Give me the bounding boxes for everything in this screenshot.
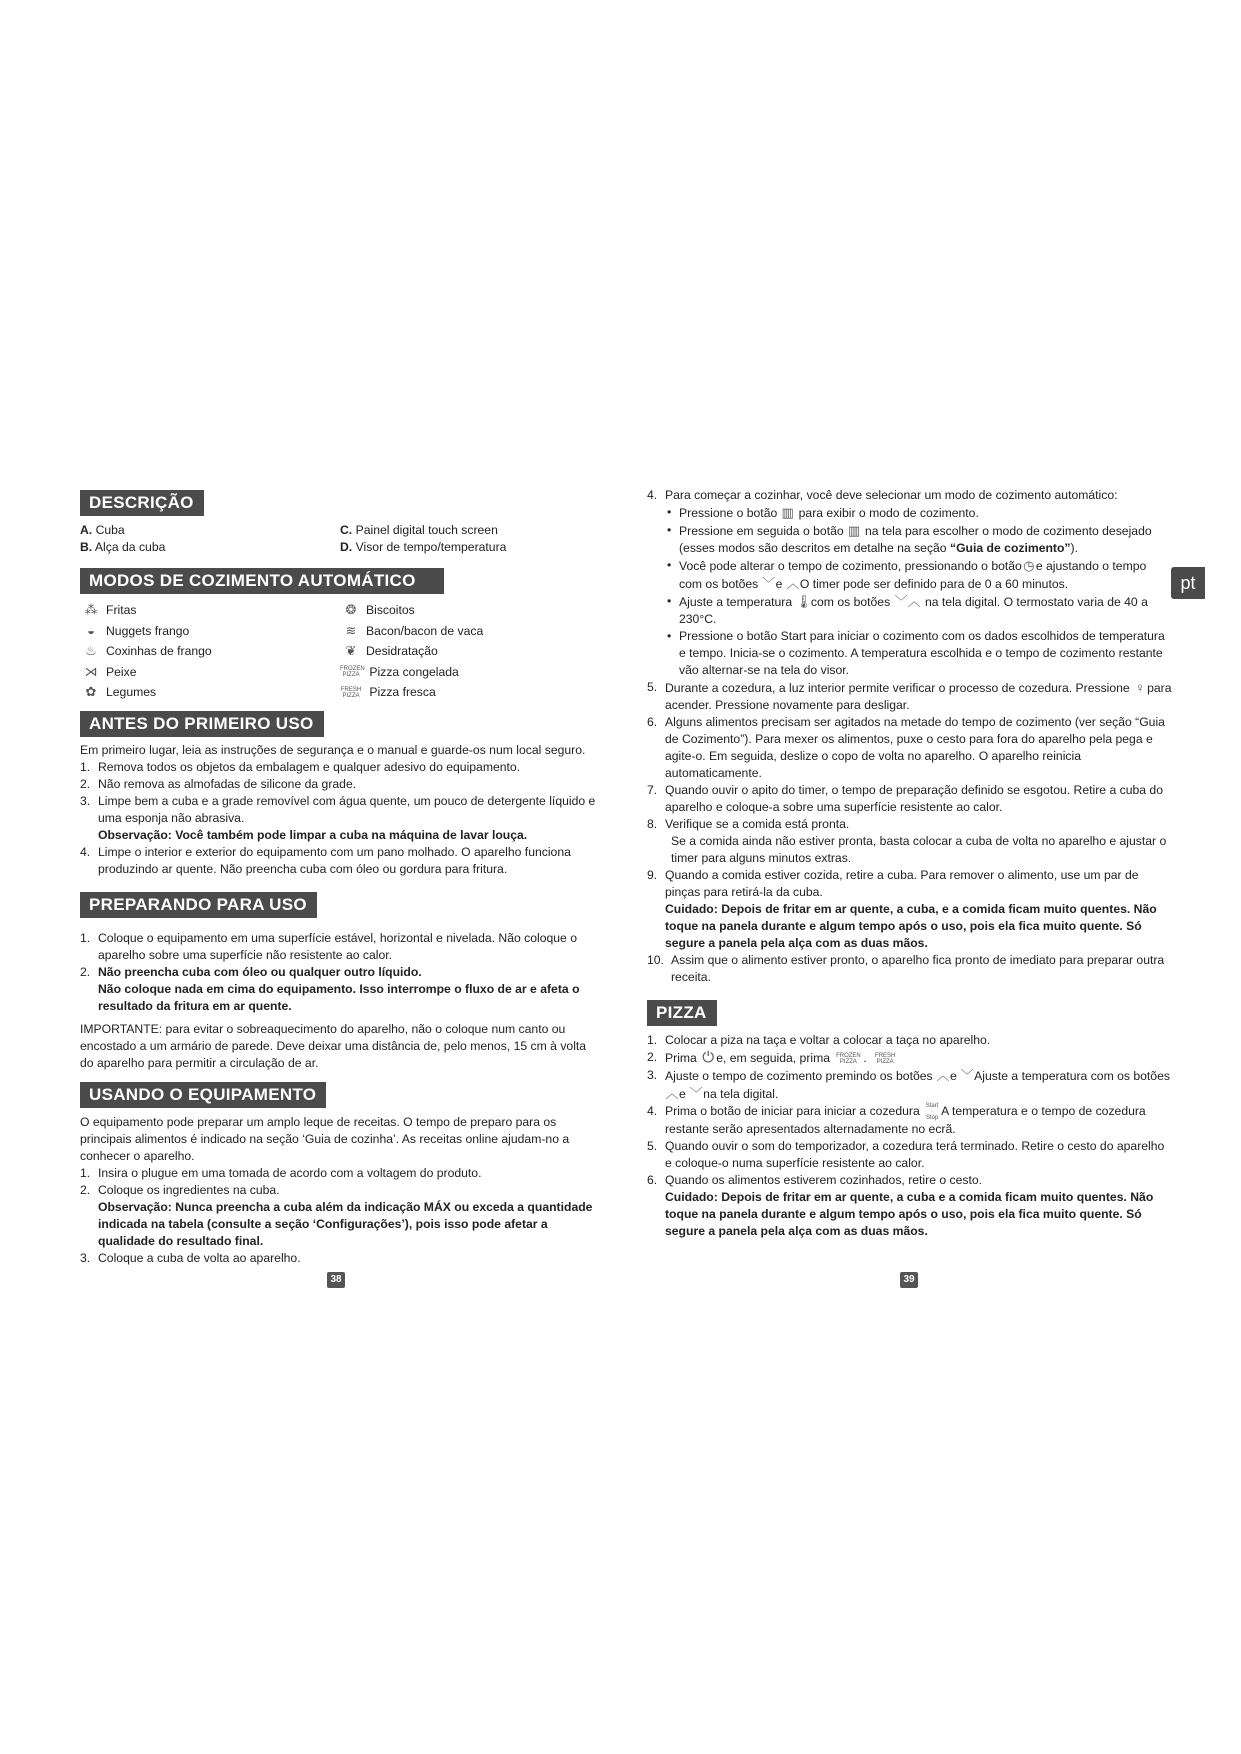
bullet-item: • Ajuste a temperatura 🌡 com os botões ﹀︿ na tela digital. O termostato varia de 40 a 230°C. bbox=[679, 593, 1172, 628]
list-item: 5. Durante a cozedura, a luz interior permite verificar o processo de cozedura. Pressione ♀ para acender. Pressione novamente para desligar. bbox=[647, 680, 1172, 712]
up-arrow-icon: ︿ bbox=[786, 576, 800, 591]
list-item bbox=[80, 1250, 600, 1267]
item-text: Limpe bem a cuba e a grade removível com água quente, um pouco de detergente líquido e uma esponja não abrasiva. bbox=[98, 793, 596, 825]
fries-icon: ⁂ bbox=[84, 602, 98, 617]
usando-intro: O equipamento pode preparar um amplo leque de receitas. O tempo de preparo para os principais alimentos é indicado na seção ‘Guia de cozinha’. As receitas online ajudam-no a conhecer o aparelho. bbox=[80, 1114, 570, 1163]
list-item bbox=[80, 1182, 600, 1250]
start-stop-icon: Start · Stop bbox=[925, 1103, 939, 1121]
list-item: 8. Verifique se a comida está pronta. Se a comida ainda não estiver pronta, basta colocar a cuba de volta no aparelho e ajustar o timer para alguns minutos extras. bbox=[647, 817, 1167, 865]
antes-intro: Em primeiro lugar, leia as instruções de segurança e o manual e guarde-os num local seguro. bbox=[80, 742, 586, 757]
item-text: Coloque o equipamento em uma superfície estável, horizontal e nivelada. Não coloque o aparelho sobre uma superfície não resistente ao calor. bbox=[98, 930, 577, 962]
item-number: 2. bbox=[80, 1182, 91, 1197]
mode-label: Bacon/bacon de vaca bbox=[366, 623, 484, 638]
item-letter: B. bbox=[80, 540, 93, 554]
mode-label: Pizza congelada bbox=[369, 664, 459, 679]
temp-arrows-icon: ﹀︿ bbox=[894, 594, 921, 609]
list-item: 2. Prima ⏻ e, em seguida, prima FROZEN PIZZA . FRESH PIZZA bbox=[647, 1049, 1172, 1067]
section-title-pizza: PIZZA bbox=[647, 1000, 717, 1026]
page-number: 38 bbox=[327, 1272, 345, 1288]
list-item bbox=[80, 930, 600, 964]
mode-label: Desidratação bbox=[366, 644, 438, 658]
steps-list bbox=[647, 487, 1172, 986]
descricao-list bbox=[80, 539, 600, 556]
thermometer-icon: 🌡 bbox=[795, 594, 813, 609]
item-text: Cuba bbox=[95, 523, 125, 537]
antes-list bbox=[80, 759, 600, 878]
note: Observação: Nunca preencha a cuba além da indicação MÁX ou exceda a quantidade indicada na tabela (consulte a seção ‘Configurações’), pois isso pode afetar a qualidade do resultado final. bbox=[98, 1199, 593, 1248]
fresh-pizza-icon: FRESH PIZZA bbox=[340, 686, 362, 699]
item-text: Visor de tempo/temperatura bbox=[355, 540, 507, 554]
item-number: 2. bbox=[80, 776, 91, 791]
item-letter: D. bbox=[340, 540, 353, 554]
down-arrow-icon: ﹀ bbox=[762, 576, 776, 591]
list-item: 6. Alguns alimentos precisam ser agitados na metade do tempo de cozimento (ver seção “Guia de Cozimento”). Para mexer os alimentos, puxe o cesto para fora do aparelho pela pega e agite-o. Em seguida, deslize o copo de volta no aparelho. O aparelho reinicia automaticamente. bbox=[647, 715, 1165, 780]
light-bulb-icon: ♀ bbox=[1135, 680, 1145, 695]
item-number: 1. bbox=[80, 1165, 91, 1180]
down-arrow-icon: ﹀ bbox=[689, 1086, 703, 1101]
list-item: 5. Quando ouvir o som do temporizador, a cozedura terá terminado. Retire o cesto do aparelho e coloque-o numa superfície resistente ao calor. bbox=[647, 1139, 1165, 1170]
item-text: Painel digital touch screen bbox=[355, 523, 498, 537]
item-text: Insira o plugue em uma tomada de acordo com a voltagem do produto. bbox=[98, 1165, 482, 1180]
item-text: Remova todos os objetos da embalagem e qualquer adesivo do equipamento. bbox=[98, 759, 521, 774]
up-arrow-icon: ︿ bbox=[665, 1086, 679, 1101]
mode-label: Legumes bbox=[106, 685, 157, 699]
item-text: Não coloque nada em cima do equipamento. Isso interrompe o fluxo de ar e afeta o resultado da fritura em ar quente. bbox=[98, 981, 580, 1013]
language-tab: pt bbox=[1171, 567, 1205, 599]
bullet-item: • Pressione o botão Start para iniciar o cozimento com os dados escolhidos de temperatura e tempo. Inicia-se o cozimento. A temperatura escolhida e o tempo de cozimento restante vão alternar-se na tela do visor. bbox=[679, 628, 1172, 679]
dehydrate-icon: ❦ bbox=[345, 643, 357, 658]
item-text: Coloque os ingredientes na cuba. bbox=[98, 1182, 280, 1197]
list-item: 4. Prima o botão de iniciar para iniciar a cozedura Start · Stop A temperatura e o tempo de cozedura restante serão apresentados alternadamente no ecrã. bbox=[647, 1103, 1146, 1136]
item-text: Limpe o interior e exterior do equipamento com um pano molhado. O aparelho funciona produzindo ar quente. Não preencha cuba com óleo ou gordura para fritura. bbox=[98, 844, 571, 876]
item-text: Coloque a cuba de volta ao aparelho. bbox=[98, 1250, 301, 1265]
list-item: 6. Quando os alimentos estiverem cozinhados, retire o cesto. Cuidado: Depois de fritar em ar quente, a cuba e a comida ficam muito quentes. Não toque na panela durante e algum tempo após o uso, pois ela fica muito quente. Só segure a panela pela alça com as duas mãos. bbox=[647, 1172, 1172, 1240]
item-text: Para começar a cozinhar, você deve selecionar um modo de cozimento automático: bbox=[665, 488, 1118, 502]
nuggets-icon: ◒ bbox=[87, 622, 95, 638]
item-number: 4. bbox=[647, 488, 658, 502]
item-text: Não remova as almofadas de silicone da grade. bbox=[98, 776, 357, 791]
bullet-item: • Pressione em seguida o botão ▥ na tela para escolher o modo de cozimento desejado (esses modos são descritos em detalhe na seção “Guia de cozimento”). bbox=[679, 522, 1172, 557]
descricao-list bbox=[80, 522, 600, 539]
item-number: 3. bbox=[80, 1250, 91, 1265]
bacon-icon: ≋ bbox=[345, 622, 357, 638]
list-item bbox=[80, 793, 600, 844]
list-item bbox=[80, 964, 600, 1015]
list-item bbox=[80, 776, 600, 793]
item-number: 2. bbox=[80, 964, 91, 979]
mode-label: Biscoitos bbox=[366, 603, 415, 617]
list-item: 3. Ajuste o tempo de cozimento premindo os botões ︿e ﹀Ajuste a temperatura com os botões ︿e ﹀na tela digital. bbox=[647, 1068, 1170, 1101]
left-page bbox=[80, 490, 600, 1267]
item-number: 4. bbox=[80, 844, 91, 859]
item-number: 1. bbox=[80, 759, 91, 774]
section-title-preparando: PREPARANDO PARA USO bbox=[80, 892, 317, 918]
item-text: Alça da cuba bbox=[94, 540, 166, 554]
section-title-modos: MODOS DE COZIMENTO AUTOMÁTICO bbox=[80, 568, 444, 594]
mode-label: Coxinhas de frango bbox=[106, 644, 212, 658]
drumstick-icon: ♨ bbox=[85, 643, 97, 658]
list-item bbox=[80, 844, 600, 878]
caution-note: Cuidado: Depois de fritar em ar quente, a cuba, e a comida ficam muito quentes. Não toque na panela durante e algum tempo após o uso, pois ela fica muito quente. Só segure a panela pela alça com as duas mãos. bbox=[665, 902, 1157, 950]
right-page bbox=[647, 487, 1172, 1240]
frozen-pizza-icon: FROZEN PIZZA bbox=[340, 666, 365, 679]
caution-note: Cuidado: Depois de fritar em ar quente, a cuba e a comida ficam muito quentes. Não toque na panela durante e algum tempo após o uso, pois ela fica muito quente. Só segure a panela pela alça com as duas mãos. bbox=[665, 1190, 1154, 1238]
fish-icon: ⋊ bbox=[84, 663, 98, 679]
section-title-descricao: DESCRIÇÃO bbox=[80, 490, 204, 516]
frozen-pizza-icon: FROZEN PIZZA bbox=[836, 1052, 861, 1065]
mode-label: Pizza fresca bbox=[369, 685, 436, 699]
cookie-icon: ❂ bbox=[345, 602, 357, 617]
list-item bbox=[647, 487, 1172, 679]
page-number: 39 bbox=[900, 1272, 918, 1288]
bullet-list bbox=[665, 504, 1172, 679]
list-item bbox=[80, 759, 600, 776]
bullet-item: • Pressione o botão ▥ para exibir o modo de cozimento. bbox=[679, 504, 1172, 522]
mode-label: Fritas bbox=[106, 603, 137, 617]
power-icon: ⏻ bbox=[702, 1049, 715, 1066]
up-arrow-icon: ︿ bbox=[936, 1068, 950, 1083]
note: Observação: Você também pode limpar a cuba na máquina de lavar louça. bbox=[98, 827, 528, 842]
item-letter: A. bbox=[80, 523, 93, 537]
item-number: 3. bbox=[80, 793, 91, 808]
mode-label: Nuggets frango bbox=[106, 623, 190, 638]
item-text: Não preencha cuba com óleo ou qualquer outro líquido. bbox=[98, 964, 422, 979]
importante-text: IMPORTANTE: para evitar o sobreaquecimento do aparelho, não o coloque num canto ou encostado a um armário de parede. Deve deixar uma distância de, pelo menos, 15 cm à volta do aparelho para permitir a circulação de ar. bbox=[80, 1021, 587, 1070]
preparando-list bbox=[80, 930, 600, 1015]
menu-button-icon: ▥ bbox=[847, 523, 861, 538]
item-number: 1. bbox=[80, 930, 91, 945]
timer-icon: ◷ bbox=[1023, 558, 1035, 573]
mode-label: Peixe bbox=[106, 664, 137, 679]
bullet-item: • Você pode alterar o tempo de cozimento, pressionando o botão◷e ajustando o tempo com os botões ﹀e ︿O timer pode ser definido para de 0 a 60 minutos. bbox=[679, 557, 1172, 593]
modos-grid bbox=[80, 600, 600, 703]
pizza-list bbox=[647, 1032, 1172, 1240]
item-letter: C. bbox=[340, 523, 353, 537]
down-arrow-icon: ﹀ bbox=[960, 1068, 974, 1083]
menu-button-icon: ▥ bbox=[781, 505, 794, 520]
list-item: 7. Quando ouvir o apito do timer, o tempo de preparação definido se esgotou. Retire a cuba do aparelho e coloque-a sobre uma superfície resistente ao calor. bbox=[647, 783, 1163, 814]
vegetables-icon: ✿ bbox=[85, 684, 97, 699]
list-item: 10. Assim que o alimento estiver pronto, o aparelho fica pronto de imediato para preparar outra receita. bbox=[647, 953, 1165, 984]
section-title-antes: ANTES DO PRIMEIRO USO bbox=[80, 711, 324, 737]
list-item: 9. Quando a comida estiver cozida, retire a cuba. Para remover o alimento, use um par de pinças para retirá-la da cuba. Cuidado: Depois de fritar em ar quente, a cuba, e a comida ficam muito quentes. Não toque na panela durante e algum tempo após o uso, pois ela fica muito quente. Só segure a panela pela alça com as duas mãos. bbox=[647, 867, 1172, 952]
list-item bbox=[80, 1165, 600, 1182]
list-item: 1. Colocar a piza na taça e voltar a colocar a taça no aparelho. bbox=[647, 1033, 991, 1047]
usando-list bbox=[80, 1165, 600, 1267]
section-title-usando: USANDO O EQUIPAMENTO bbox=[80, 1082, 326, 1108]
fresh-pizza-icon: FRESH PIZZA bbox=[875, 1052, 896, 1065]
